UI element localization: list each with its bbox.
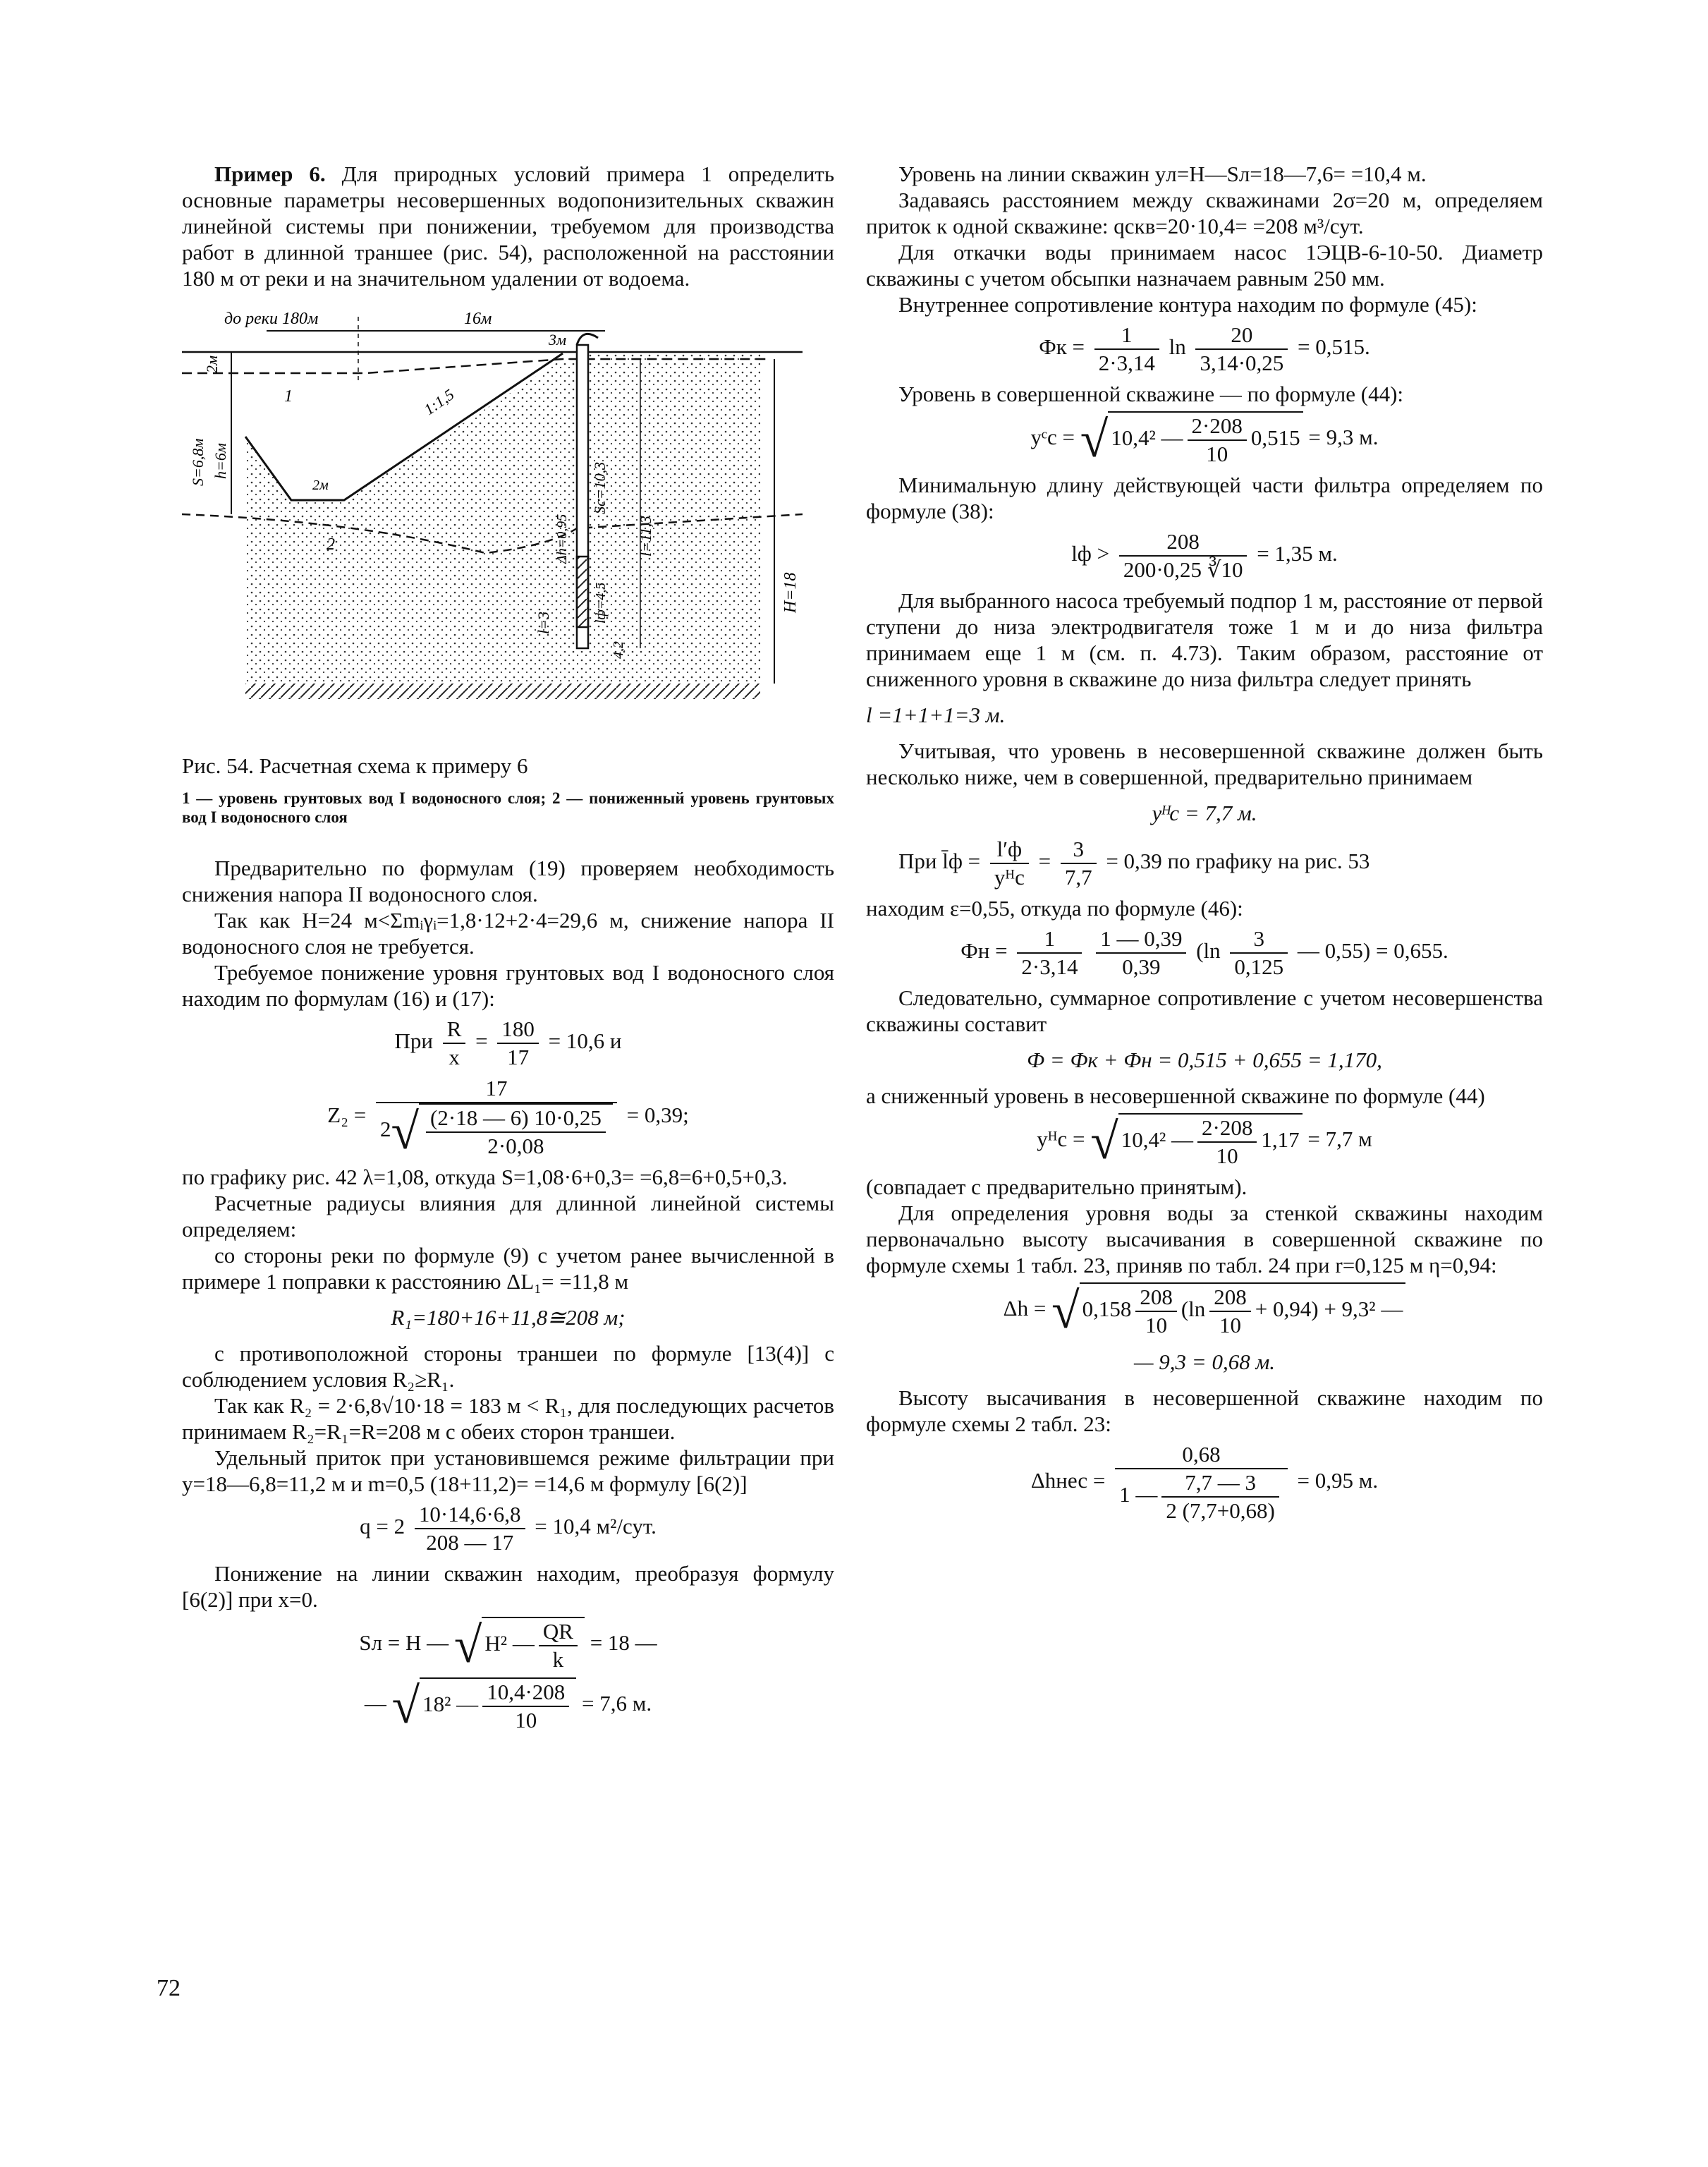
paragraph: Требуемое понижение уровня грунтовых вод I водоносного слоя находим по формулам (16) и (17): [182,960,834,1011]
fraction-den [376,1103,617,1160]
fraction-den: 200·0,25 ∛10 [1123,557,1243,582]
paragraph: Так как R₂ = 2·6,8√10·18 = 183 м < R₁, для последующих расчетов принимаем R₂=R₁=R=208 м с обеих сторон траншеи. [182,1393,834,1444]
equation [182,1501,834,1556]
equation: — 9,3 = 0,68 м. [1133,1349,1276,1374]
paragraph: Так как H=24 м<Σmᵢγᵢ=1,8·12+2·4=29,6 м, снижение напора II водоносного слоя не требуется. [182,908,834,959]
eq-text: (ln [1181,1297,1206,1322]
paragraph: Внутреннее сопротивление контура находим по формуле (45): [898,292,1477,317]
label-2m-top: 2м [203,355,221,373]
equation: При $\frac{R}{x}$ = $\frac{180}{17}$ = 10,6 и [394,1016,622,1069]
fraction-num: l′ф [990,836,1029,864]
eq-text: lф > [1071,541,1110,566]
fraction [1230,925,1288,981]
paragraph: по графику рис. 42 λ=1,08, откуда S=1,08·6+0,3= =6,8=6+0,5+0,3. [182,1165,788,1189]
equation [866,925,1543,981]
fraction [376,1075,617,1160]
fraction-den: 2·3,14 [1098,351,1155,375]
right-column [866,161,1543,1529]
fraction-den: yᴴc [994,865,1025,890]
equation [182,1617,834,1673]
label-lc: l=11,3 [637,516,654,557]
fraction-num: 2·208 [1188,413,1247,441]
fraction-num: 0,68 [1115,1441,1288,1469]
fraction [1197,1115,1257,1170]
eq-text: 18² — [422,1692,479,1717]
fraction [1135,1284,1177,1339]
fraction [990,836,1029,891]
label-lo: l=3 [535,612,552,634]
fraction [1195,322,1288,377]
radicand [1080,1282,1406,1339]
fraction [497,1016,539,1071]
fraction [426,1105,606,1160]
paragraph: Минимальную длину действующей части фильтра определяем по формуле (38): [866,473,1543,523]
equation [866,322,1543,377]
label-s: S=6,8м [189,438,207,486]
equation: При l̄ф = $\frac{l'ф}{\text{yᴴc}}$ = $\frac{3}{7,7}$ = 0,39 по графику на рис. 53 [898,837,1370,890]
paragraph: Учитывая, что уровень в несовершенной скважине должен быть несколько ниже, чем в совершенной, предварительно принимаем [866,739,1543,789]
fraction-den: 2 (7,7+0,68) [1166,1498,1275,1523]
equation [182,1677,834,1734]
eq-text: = 0,95 м. [1297,1468,1379,1493]
paragraph: находим ε=0,55, откуда по формуле (46): [866,896,1243,921]
fraction-num: 1 — 0,39 [1096,925,1186,954]
eq-text: 1 — [1119,1482,1158,1507]
paragraph: Расчетные радиусы влияния для длинной линейной системы определяем: [182,1191,834,1242]
pump-outlet [577,334,598,345]
page-number: 72 [157,1975,181,2001]
equation [866,528,1543,583]
fraction-num: 1 [1017,925,1082,954]
paragraph: Для откачки воды принимаем насос 1ЭЦВ-6-10-50. Диаметр скважины с учетом обсыпки назначаем равным 250 мм. [866,240,1543,291]
figure-caption: Рис. 54. Расчетная схема к примеру 6 [182,753,528,778]
fraction [1115,1441,1288,1524]
eq-text: = 0,39 по графику на рис. 53 [1106,849,1370,874]
radical-sign: √ [1080,411,1109,468]
paragraph: а сниженный уровень в несовершенной скважине по формуле (44) [866,1084,1485,1108]
fraction [1096,925,1186,981]
label-h6: h=6м [212,443,229,479]
equation [866,1113,1543,1170]
fraction-den: 10 [1206,442,1228,466]
soil-body [245,352,760,684]
radical-sign: √ [453,1617,482,1673]
equation [182,1075,834,1160]
fraction [482,1679,569,1734]
eq-text: При l̄ф = [898,849,981,874]
fraction-den: 10 [1145,1313,1168,1337]
paragraph: (совпадает с предварительно принятым). [866,1174,1248,1199]
fraction-num: 208 [1119,528,1248,557]
eq-text: = 10,4 м²/сут. [535,1514,657,1539]
paragraph: Предварительно по формулам (19) проверяем необходимость снижения напора II водоносного слоя. [182,856,834,906]
paragraph: Уровень на линии скважин yл=H—Sл=18—7,6= =10,4 м. [898,162,1427,186]
fraction-den: 7,7 [1064,865,1092,890]
radical-sign: √ [391,1103,420,1160]
fraction-num: R [443,1016,466,1044]
paragraph: Уровень в совершенной скважине — по формуле (44): [898,382,1404,406]
paragraph: с противоположной стороны траншеи по формуле [13(4)] с соблюдением условия R₂≥R₁. [182,1341,834,1392]
example-intro-text: Для природных условий примера 1 определить основные параметры несовершенных водопонизительных скважин линейной системы при понижении, требуемом для производства работ в длинной траншее (рис. 54), расположенной на расстоянии 180 м от реки и на значительном удалении от водоема. [182,162,834,291]
eq-text: 1,17 [1261,1127,1300,1153]
paragraph: Высоту высачивания в несовершенной скважине находим по формуле схемы 2 табл. 23: [866,1385,1543,1436]
fraction [1161,1469,1279,1524]
fraction-num: QR [539,1618,578,1646]
fraction-num: 7,7 — 3 [1161,1469,1279,1498]
eq-text: = 0,39; [626,1103,689,1128]
fraction [1119,528,1248,583]
eq-text: H² — [484,1631,535,1656]
fraction [1188,413,1247,468]
radical-sign: √ [1051,1282,1080,1339]
eq-text: 0,515 [1250,425,1300,451]
fraction-num: 10·14,6·6,8 [415,1501,525,1529]
fraction [1017,925,1082,981]
label-sc: Sc=10,3 [591,461,609,514]
paragraph: Для выбранного насоса требуемый подпор 1 м, расстояние от первой ступени до низа электродвигателя тоже 1 м и до низа фильтра принимаем еще 1 м (см. п. 4.73). Таким образом, расстояние от сниженного уровня в скважине до низа фильтра следует принять [866,588,1543,691]
equation [866,1441,1543,1524]
fraction [539,1618,578,1673]
fraction-den: x [449,1045,460,1069]
paragraph: Следовательно, суммарное сопротивление с учетом несовершенства скважины составит [866,985,1543,1036]
eq-text: = 0,515. [1298,334,1370,360]
label-h18: H=18 [781,572,800,613]
paragraph: Удельный приток при установившемся режиме фильтрации при y=18—6,8=11,2 м и m=0,5 (18+11,2)= =14,6 м формулу [6(2)] [182,1445,834,1496]
label-to-river: до реки 180м [224,310,319,328]
fraction-den [1115,1469,1288,1524]
paragraph: Задаваясь расстоянием между скважинами 2σ=20 м, определяем приток к одной скважине: qскв=20·10,4= =208 м³/сут. [866,188,1543,238]
eq-text: 2 [380,1117,391,1142]
eq-text: Z₂ = [327,1103,367,1128]
eq-text: — 0,55) = 0,655. [1297,938,1448,964]
eq-text: 0,158 [1082,1297,1132,1322]
fraction-den: 10 [1216,1143,1238,1168]
paragraph: Для определения уровня воды за стенкой скважины находим первоначально высоту высачивания в совершенной скважине по формуле схемы 1 табл. 23, приняв по табл. 24 при r=0,125 м η=0,94: [866,1201,1543,1277]
example-heading: Пример 6. [214,162,326,186]
eq-text: 10,4² — [1111,425,1183,451]
fraction-num: 208 [1209,1284,1251,1312]
fraction-den: k [552,1647,564,1672]
eq-text: = 7,6 м. [582,1691,652,1716]
fraction-num: 180 [497,1016,539,1044]
equation: Ф = Фк + Фн = 0,515 + 0,655 = 1,170, [1027,1048,1382,1072]
eq-text: = 10,6 и [548,1028,622,1054]
label-one: 1 [284,387,293,406]
radical-sign: √ [1090,1113,1118,1170]
label-dh: Δh=0,95 [554,514,570,564]
fraction-num: 17 [376,1075,617,1103]
label-y: 4,2 [611,641,626,659]
radicand [1118,1113,1303,1170]
eq-text: Δhнес = [1030,1468,1106,1493]
figure-legend: 1 — уровень грунтовых вод I водоносного слоя; 2 — пониженный уровень грунтовых вод I водоносного слоя [182,789,834,826]
eq-text: + 0,94) + 9,3² — [1255,1297,1403,1322]
bedrock [245,684,760,699]
paragraph: со стороны реки по формуле (9) с учетом ранее вычисленной в примере 1 поправки к расстоянию ΔL₁= =11,8 м [182,1243,834,1294]
fraction-den: 17 [507,1045,530,1069]
eq-text: = 18 — [590,1630,657,1656]
fraction-num: 2·208 [1197,1115,1257,1143]
eq-text: Sл = H — [359,1630,449,1656]
eq-text: = 7,7 м [1307,1127,1372,1152]
label-slope: 1:1,5 [420,385,458,419]
figure-54 [182,303,834,733]
label-two: 2 [327,535,335,554]
fraction-den: 10 [515,1708,537,1732]
eq-text: — [364,1691,386,1716]
eq-text: = 9,3 м. [1308,425,1379,450]
radical-sign: √ [391,1677,420,1734]
fraction [415,1501,525,1556]
fraction [1209,1284,1251,1339]
eq-text: yᶜc = [1030,425,1075,450]
eq-text: Δh = [1003,1296,1047,1321]
equation: R₁=180+16+11,8≅208 м; [391,1305,626,1330]
example-intro [182,161,834,291]
fraction-num: 20 [1195,322,1288,350]
fraction-num: 3 [1061,836,1097,864]
fraction-num: 10,4·208 [482,1679,569,1707]
equation: yᴴc = 7,7 м. [1152,801,1257,825]
fraction-den: 2·0,08 [487,1134,544,1158]
label-3m: 3м [549,331,567,348]
label-16m: 16м [464,310,492,328]
eq-text: q = 2 [360,1514,405,1539]
fraction [1061,836,1097,891]
fraction-den: 2·3,14 [1021,954,1078,979]
fraction-num: 208 [1135,1284,1177,1312]
eq-text: ln [1169,334,1186,360]
fraction-den: 0,39 [1122,954,1161,979]
left-column [182,161,834,1738]
eq-text: yᴴc = [1037,1127,1085,1152]
scheme-diagram [182,303,834,733]
well-filter [577,557,588,627]
eq-text: 10,4² — [1121,1127,1194,1153]
fraction-num: 1 [1094,322,1159,350]
fraction [1094,322,1159,377]
radicand [420,1677,576,1734]
fraction-den: 0,125 [1234,954,1284,979]
equation: l =1+1+1=3 м. [866,703,1006,727]
label-2m-bottom: 2м [312,478,329,493]
eq-text: При [394,1028,433,1054]
fraction-num: (2·18 — 6) 10·0,25 [426,1105,606,1133]
equation [866,411,1543,468]
fraction-den: 3,14·0,25 [1200,351,1284,375]
equation [866,1282,1543,1339]
paragraph: Понижение на линии скважин находим, преобразуя формулу [6(2)] при x=0. [182,1561,834,1612]
eq-text: Фк = [1039,334,1085,360]
eq-text: = 1,35 м. [1257,541,1338,566]
fraction-num: 3 [1230,925,1288,954]
eq-text: Фн = [960,938,1008,964]
radicand [482,1617,585,1673]
radicand [419,1103,613,1160]
fraction-den: 208 — 17 [426,1530,514,1555]
radicand [1108,411,1303,468]
label-lf: lф=4,5 [593,582,609,624]
eq-text: (ln [1196,938,1221,964]
fraction-den: 10 [1219,1313,1242,1337]
fraction [443,1016,466,1071]
